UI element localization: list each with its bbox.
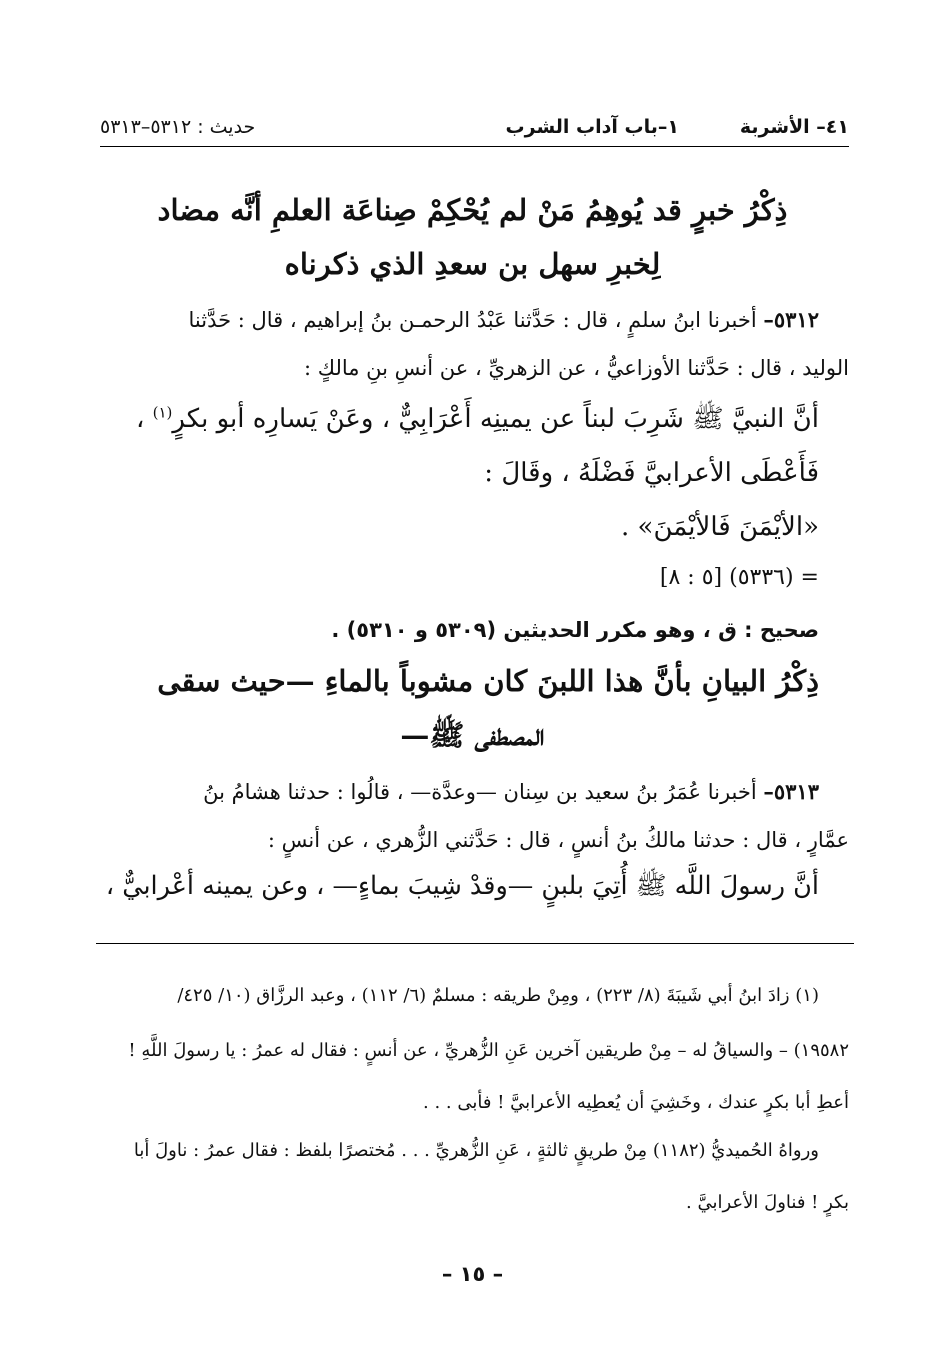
hadith-1-isnad-line-1 — [96, 307, 819, 332]
hadith-2-isnad-line-2: عمَّارٍ ، قال : حدثنا مالكُ بنُ أنسٍ ، قال : حَدَّثني الزُّهري ، عن أنسٍ : — [267, 828, 849, 852]
footnote-separator — [96, 943, 854, 944]
hadith-1-isnad-line-2: الوليد ، قال : حَدَّثنا الأوزاعيُّ ، عن الزهريِّ ، عن أنسِ بنِ مالكٍ : — [304, 356, 849, 380]
footnote-1-line-1: (١) زادَ ابنُ أبي شَيبَةَ (٨/ ٢٢٣) ، ومِنْ طريقه : مسلمٌ (٦/ ١١٢) ، وعبد الرزَّاق (١٠/ ٤٢٥/ — [177, 985, 819, 1006]
footnote-1-line-2: ١٩٥٨٢) – والسياقُ له – مِنْ طريقين آخرين عَنِ الزُّهريِّ ، عن أنسٍ : فقال له عمرُ : يا رسولَ اللَّهِ ! — [128, 1040, 849, 1061]
hadith-1-isnad-text-1: أخبرنا ابنُ سلمٍ ، قال : حَدَّثنا عَبْدُ الرحمـن بنُ إبراهيم ، قال : حَدَّثنا — [188, 308, 757, 332]
hadith-1-matn-comma: ، — [135, 404, 153, 434]
page-number: – ١٥ – — [441, 1262, 504, 1286]
hadith-2-isnad-text-1: أخبرنا عُمَرُ بنُ سعيد بن سِنان —وعدَّة— ، قالُوا : حدثنا هشامُ بنُ — [203, 780, 757, 804]
heading-1-line-2: لِخبرِ سهل بن سعدِ الذي ذكرناه — [284, 247, 661, 281]
section-title: ١–باب آداب الشرب — [505, 116, 679, 138]
chapter-title: ٤١– الأشربة — [739, 116, 849, 138]
hadith-1-matn-line-1 — [96, 402, 819, 440]
hadith-1-number: ٥٣١٢– — [763, 307, 819, 332]
footnote-marker[interactable]: (١) — [152, 403, 173, 422]
hadith-1-grade: صحيح : ق ، وهو مكرر الحديثين (٥٣٠٩ و ٥٣١٠) . — [331, 618, 819, 642]
heading-1-line-1: ذِكْرُ خبرٍ قد يُوهِمُ مَنْ لم يُحْكِمْ صِناعَة العلمِ أنَّه مضاد — [157, 193, 788, 227]
hadith-range: حديث : ٥٣١٢–٥٣١٣ — [100, 116, 256, 138]
hadith-2-number: ٥٣١٣– — [763, 779, 819, 804]
hadith-1-matn-line-2: فَأَعْطَى الأعرابيَّ فَضْلَهُ ، وقَالَ : — [484, 458, 819, 488]
hadith-2-matn-line-1: أنَّ رسولَ اللَّه ﷺ أُتِيَ بلبنٍ —وقدْ شِيبَ بماءٍ— ، وعن يمينه أعْرابيٌّ ، — [105, 871, 819, 901]
footnote-1-line-3: أعطِ أبا بكرٍ عندك ، وخَشِيَ أن يُعطِيه الأعرابيَّ ! فأبى . . . — [423, 1092, 849, 1113]
hadith-1-matn-text-1: أنَّ النبيَّ ﷺ شَرِبَ لبناً عن يمينِه أَعْرَابِيٌّ ، وعَنْ يَسارِه أبو بكرٍ — [172, 404, 819, 434]
hadith-1-crossref: = (٥٣٣٦) [٥ : ٨] — [659, 565, 819, 590]
hadith-2-isnad-line-1 — [96, 779, 819, 804]
heading-2-line-2: المصطفى ﷺ— — [400, 718, 545, 752]
running-header — [100, 112, 849, 147]
footnote-2-line-1: ورواهُ الحُميديُّ (١١٨٢) مِنْ طريقٍ ثالثةٍ ، عَنِ الزُّهريِّ . . . مُختصرًا بلفظ : فقال عمرُ : ناولَ أبا — [133, 1140, 819, 1161]
heading-2-line-1: ذِكْرُ البيانِ بأنَّ هذا اللبنَ كان مشوباً بالماءِ —حيث سقى — [157, 664, 819, 698]
hadith-1-matn-line-3: «الأيْمَنَ فَالأيْمَنَ» . — [621, 512, 819, 542]
footnote-2-line-2: بكرٍ ! فناولَ الأعرابيَّ . — [686, 1192, 849, 1213]
